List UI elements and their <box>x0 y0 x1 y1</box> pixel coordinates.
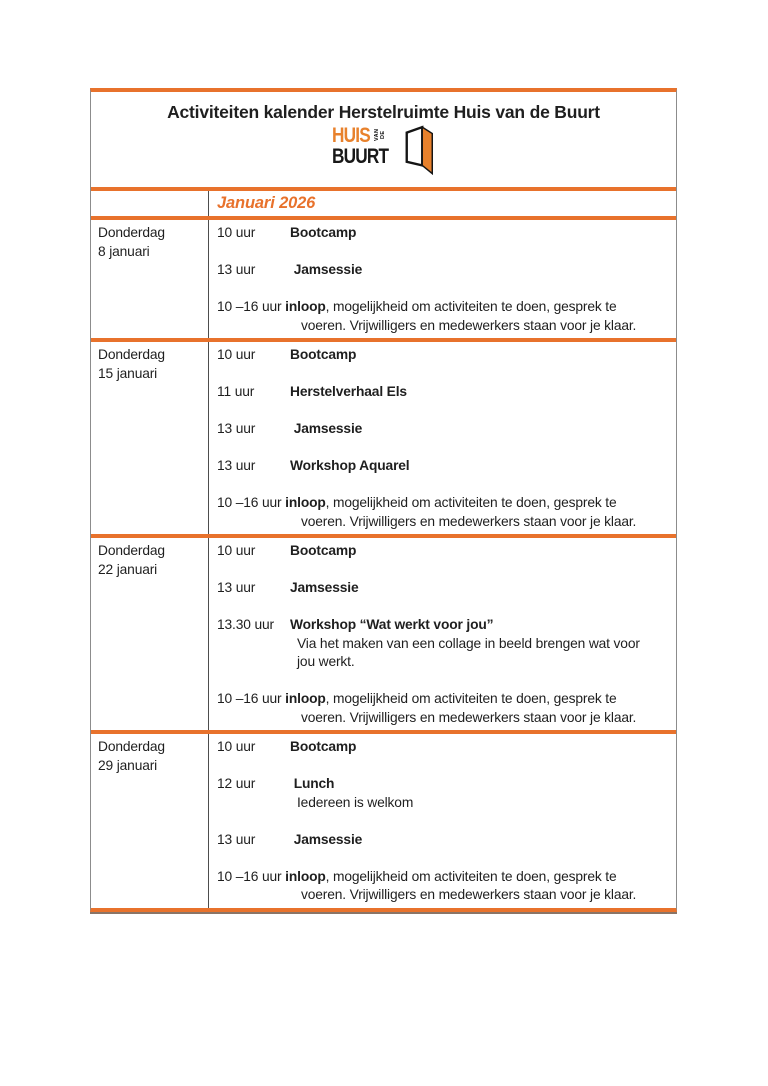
entry-time: 10 uur <box>217 347 256 362</box>
entry-time: 13 uur <box>217 262 256 277</box>
inloop-line1 <box>217 298 672 317</box>
entry-time: 13 uur <box>217 421 256 436</box>
month-header-empty-cell <box>91 191 209 216</box>
inloop-time-range: 10 –16 uur <box>217 299 286 314</box>
day-row-22-januari <box>91 534 676 730</box>
day-name: Donderdag <box>98 739 165 754</box>
inloop-keyword: inloop <box>285 868 326 884</box>
entry-activity: Bootcamp <box>290 347 357 362</box>
inloop-line1 <box>217 494 672 513</box>
inloop-note <box>217 690 672 727</box>
day-date: 8 januari <box>98 243 150 259</box>
entry-time: 10 uur <box>217 543 256 558</box>
entry-time: 13 uur <box>217 458 256 473</box>
inloop-note <box>217 494 672 531</box>
entry-description: Via het maken van een collage in beeld brengen wat voor <box>297 635 640 651</box>
schedule-entry <box>217 775 672 812</box>
date-cell <box>91 342 209 534</box>
schedule-entry <box>217 542 672 561</box>
month-label: Januari 2026 <box>217 194 316 212</box>
inloop-line2: voeren. Vrijwilligers en medewerkers staan voor je klaar. <box>301 317 637 333</box>
inloop-text: , mogelijkheid om activiteiten te doen, gesprek te <box>325 299 617 314</box>
entry-activity: Jamsessie <box>290 580 359 595</box>
entry-activity: Bootcamp <box>290 225 357 240</box>
entry-activity: Workshop Aquarel <box>290 458 410 473</box>
schedule-entry <box>217 420 672 439</box>
schedule-cell <box>209 220 676 338</box>
logo-word-van-de: VAN DE <box>374 128 387 141</box>
entry-activity: Jamsessie <box>290 421 363 436</box>
entry-activity: Jamsessie <box>290 262 363 277</box>
date-cell <box>91 734 209 908</box>
day-date: 22 januari <box>98 561 158 577</box>
inloop-note <box>217 868 672 905</box>
date-cell <box>91 220 209 338</box>
schedule-cell <box>209 538 676 730</box>
inloop-keyword: inloop <box>285 691 326 706</box>
schedule-cell <box>209 734 676 908</box>
inloop-text: , mogelijkheid om activiteiten te doen, gesprek te <box>325 495 617 510</box>
inloop-keyword: inloop <box>285 299 326 314</box>
logo-word-buurt: BUURT <box>332 145 389 168</box>
page-title: Activiteiten kalender Herstelruimte Huis van de Buurt <box>167 102 600 122</box>
inloop-keyword: inloop <box>285 495 326 510</box>
title-block <box>91 92 676 187</box>
entry-time: 13.30 uur <box>217 617 274 632</box>
logo-word-huis: HUIS <box>332 124 371 147</box>
schedule-entry <box>217 261 672 280</box>
inloop-time-range: 10 –16 uur <box>217 495 286 510</box>
schedule-entry <box>217 383 672 402</box>
day-row-29-januari <box>91 730 676 908</box>
day-row-8-januari <box>91 216 676 338</box>
month-header-row <box>91 187 676 216</box>
inloop-text: , mogelijkheid om activiteiten te doen, gesprek te <box>325 868 617 884</box>
day-name: Donderdag <box>98 543 165 558</box>
day-date: 29 januari <box>98 757 158 773</box>
date-cell <box>91 538 209 730</box>
inloop-time-range: 10 –16 uur <box>217 868 286 884</box>
inloop-line2: voeren. Vrijwilligers en medewerkers staan voor je klaar. <box>301 709 637 725</box>
day-row-15-januari <box>91 338 676 534</box>
inloop-note <box>217 298 672 335</box>
entry-description: jou werkt. <box>297 654 355 669</box>
open-door-icon <box>404 123 435 175</box>
schedule-entry <box>217 346 672 365</box>
entry-time: 11 uur <box>217 384 255 399</box>
inloop-line1 <box>217 868 672 887</box>
schedule-entry <box>217 831 672 850</box>
inloop-line2: voeren. Vrijwilligers en medewerkers staan voor je klaar. <box>301 887 637 902</box>
entry-activity: Bootcamp <box>290 739 357 754</box>
entry-activity: Workshop “Wat werkt voor jou” <box>290 617 494 632</box>
schedule-cell <box>209 342 676 534</box>
inloop-line2: voeren. Vrijwilligers en medewerkers staan voor je klaar. <box>301 513 637 529</box>
entry-time: 10 uur <box>217 739 256 754</box>
schedule-entry <box>217 738 672 757</box>
inloop-text: , mogelijkheid om activiteiten te doen, gesprek te <box>325 691 617 706</box>
inloop-line1 <box>217 690 672 709</box>
schedule-entry <box>217 224 672 243</box>
entry-time: 10 uur <box>217 225 256 240</box>
entry-description: Iedereen is welkom <box>297 794 414 810</box>
entry-time: 13 uur <box>217 831 256 847</box>
day-name: Donderdag <box>98 347 165 362</box>
schedule-entry <box>217 457 672 476</box>
schedule-entry <box>217 616 672 672</box>
entry-activity: Herstelverhaal Els <box>290 384 407 399</box>
entry-activity: Lunch <box>290 776 335 791</box>
entry-time: 12 uur <box>217 776 256 791</box>
logo-text <box>332 125 401 167</box>
entry-activity: Jamsessie <box>290 831 363 847</box>
entry-activity: Bootcamp <box>290 543 357 558</box>
inloop-time-range: 10 –16 uur <box>217 691 286 706</box>
day-name: Donderdag <box>98 225 165 240</box>
calendar-document <box>90 88 677 912</box>
schedule-entry <box>217 579 672 598</box>
huis-van-de-buurt-logo <box>332 125 435 175</box>
entry-time: 13 uur <box>217 580 256 595</box>
day-date: 15 januari <box>98 365 158 381</box>
